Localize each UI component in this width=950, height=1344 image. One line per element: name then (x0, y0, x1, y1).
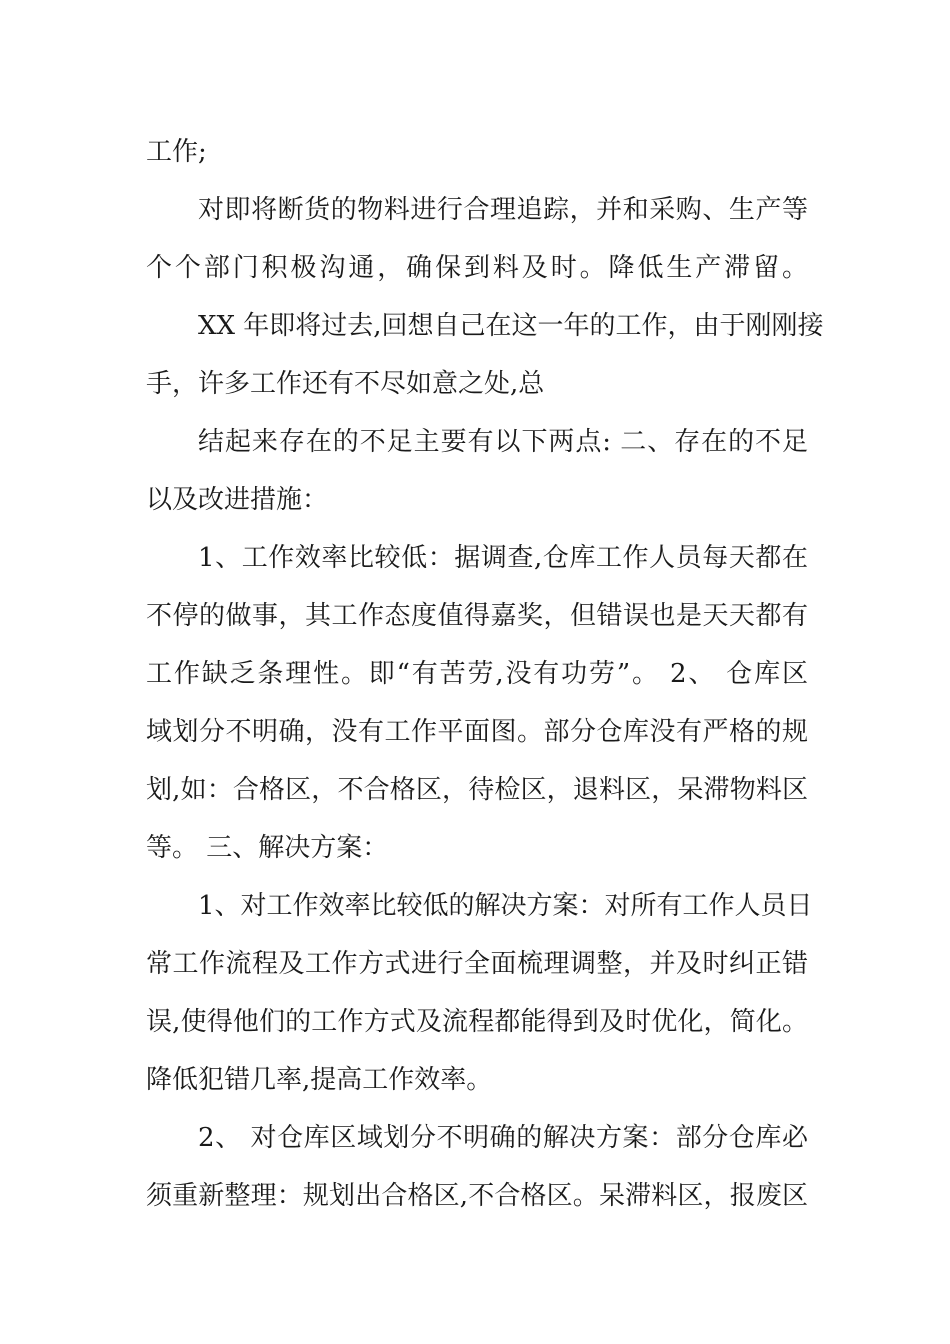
text-line: 须重新整理：规划出合格区,不合格区。呆滞料区，报废区 (146, 1181, 808, 1211)
text-line: 工作; (146, 137, 207, 167)
text-line: 等。 三、解决方案： (146, 833, 389, 863)
text-line: 对即将断货的物料进行合理追踪，并和采购、生产等 (198, 195, 808, 225)
text-line: 划,如：合格区，不合格区，待检区，退料区，呆滞物料区 (146, 775, 808, 805)
text-line: 结起来存在的不足主要有以下两点: 二、存在的不足 (198, 427, 808, 457)
text-line: 工作缺乏条理性。即“有苦劳,没有功劳”。 2、 仓库区 (146, 659, 808, 689)
text-line: 手，许多工作还有不尽如意之处,总 (146, 369, 545, 399)
text-line: 降低犯错几率,提高工作效率。 (146, 1065, 493, 1095)
text-line: 个个部门积极沟通，确保到料及时。降低生产滞留。 (146, 253, 808, 283)
text-line: 1、对工作效率比较低的解决方案：对所有工作人员日 (198, 891, 813, 921)
text-line: 1、工作效率比较低：据调查,仓库工作人员每天都在 (198, 543, 808, 573)
text-line: 域划分不明确，没有工作平面图。部分仓库没有严格的规 (146, 717, 808, 747)
text-line: 不停的做事，其工作态度值得嘉奖，但错误也是天天都有 (146, 601, 808, 631)
text-line: 2、 对仓库区域划分不明确的解决方案：部分仓库必 (198, 1123, 808, 1153)
text-line: 常工作流程及工作方式进行全面梳理调整，并及时纠正错 (146, 949, 808, 979)
text-line: 以及改进措施： (146, 485, 329, 515)
text-line: 误,使得他们的工作方式及流程都能得到及时优化，简化。 (146, 1007, 808, 1037)
text-line: XX 年即将过去,回想自己在这一年的工作，由于刚刚接 (198, 311, 824, 341)
